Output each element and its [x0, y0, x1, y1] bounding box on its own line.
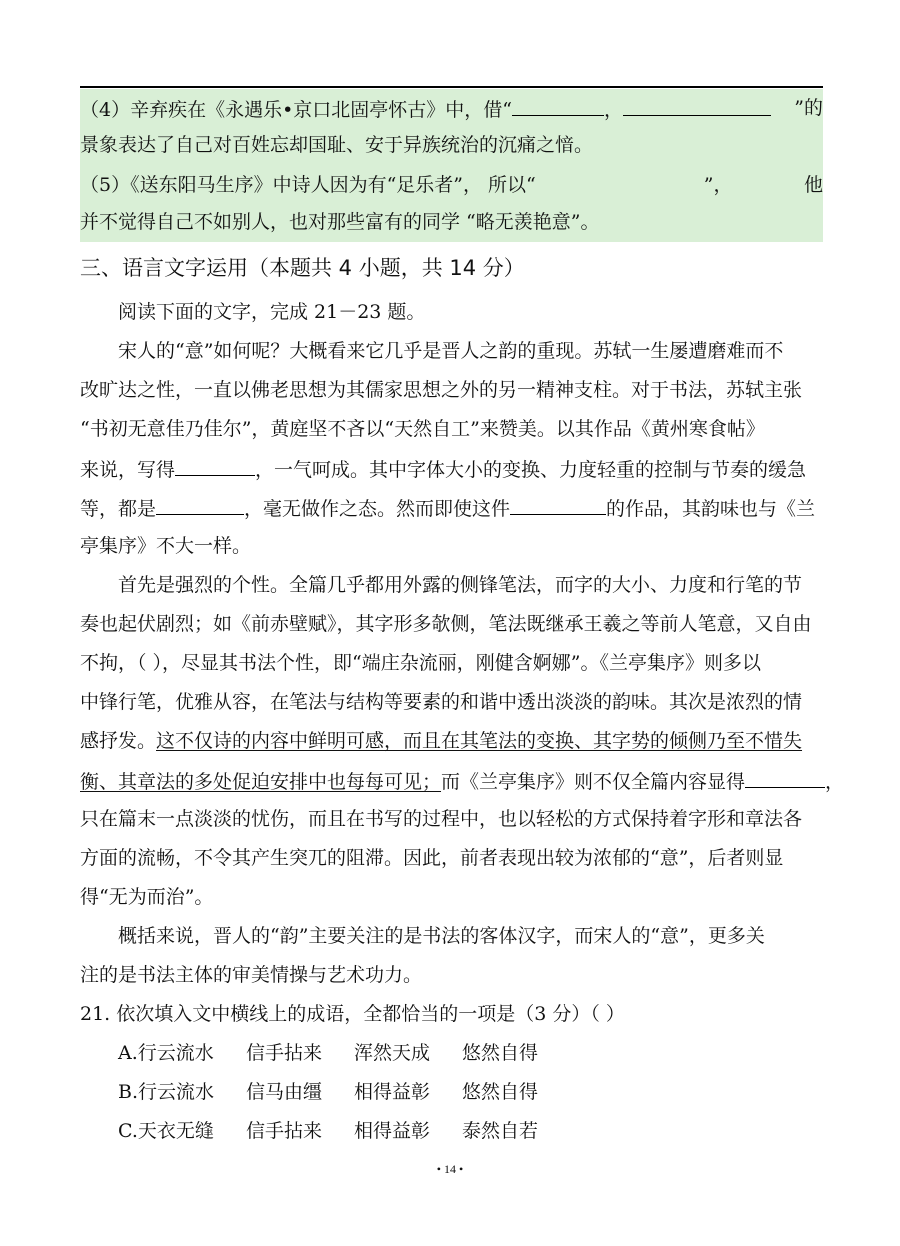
- option-item: 天衣无缝: [137, 1120, 214, 1142]
- option-item: 行云流水: [138, 1081, 215, 1103]
- p1-line-4: [80, 457, 823, 481]
- p2-line-1: 首先是强烈的个性。全篇几乎都用外露的侧锋笔法，而字的大小、力度和行笔的节: [118, 574, 803, 596]
- option-item: 泰然自若: [462, 1120, 539, 1142]
- q4-line-2: 景象表达了自己对百姓忘却国耻、安于异族统治的沉痛之愔。: [80, 134, 594, 156]
- option-item: 悠然自得: [462, 1042, 539, 1064]
- q5-line-2: 并不觉得自己不如别人，也对那些富有的同学 “略无羡艳意”。: [80, 211, 600, 233]
- p2-line-9: 得“无为而治”。: [80, 886, 214, 908]
- p2-line-5: [80, 730, 823, 752]
- q5-text-3: 他: [803, 174, 823, 196]
- p2-line-8: 方面的流畅，不令其产生突兀的阻滞。因此，前者表现出较为浓郁的“意”，后者则显: [80, 847, 784, 869]
- p1-line-1: 宋人的“意”如何呢？大概看来它几乎是晋人之韵的重现。苏轼一生屡遭磨难而不: [118, 340, 784, 362]
- p1-blank-1[interactable]: [175, 457, 255, 476]
- q4-text-1: （4）辛弃疾在《永遇乐•京口北固亭怀古》中，借“: [80, 99, 513, 121]
- p1-line-4-b: ，一气呵成。其中字体大小的变换、力度轻重的控制与节奏的缓急: [255, 459, 807, 481]
- p2-blank-1[interactable]: [745, 769, 825, 788]
- p2-line-4: 中锋行笔，优雅从容，在笔法与结构等要素的和谐中透出淡淡的韵味。其次是浓烈的情: [80, 691, 803, 713]
- q4-blank-1[interactable]: [512, 97, 604, 116]
- option-letter: C.: [118, 1120, 138, 1142]
- question-21-stem: 21. 依次填入文中横线上的成语，全都恰当的一项是（3 分）（ ）: [80, 1003, 625, 1025]
- p2-line-2: 奏也起伏剧烈；如《前赤壁赋》，其字形多欹侧，笔法既继承王羲之等前人笔意，又自由: [80, 613, 812, 635]
- option-item: 悠然自得: [462, 1081, 539, 1103]
- q5-text-1: （5）《送东阳马生序》中诗人因为有“足乐者”， 所以“: [80, 174, 536, 196]
- p1-line-5-b: ，毫无做作之态。然而即使这件: [244, 498, 511, 520]
- option-c[interactable]: [118, 1120, 552, 1142]
- option-item: 相得益彰: [354, 1120, 431, 1142]
- top-rule: [80, 86, 823, 88]
- instruction: 阅读下面的文字，完成 21－23 题。: [118, 301, 426, 323]
- p1-blank-3[interactable]: [510, 496, 606, 515]
- p2-line-3: 不拘，（ ），尽显其书法个性，即“端庄杂流丽，刚健含婀娜”。《兰亭集序》则多以: [80, 652, 761, 674]
- option-item: 信手拈来: [246, 1042, 323, 1064]
- option-b[interactable]: [118, 1081, 552, 1103]
- q5-text-2: ”，: [703, 174, 733, 196]
- p3-line-1: 概括来说，晋人的“韵”主要关注的是书法的客体汉字，而宋人的“意”，更多关: [118, 925, 765, 947]
- p2-line-6-b: 而《兰亭集序》则不仅全篇内容显得: [441, 771, 746, 793]
- p2-line-5-a: 感抒发。: [80, 730, 157, 752]
- q5-line-1: [80, 174, 823, 196]
- p1-blank-2[interactable]: [156, 496, 244, 515]
- page-number: • 14 •: [436, 1162, 464, 1176]
- option-item: 相得益彰: [354, 1081, 431, 1103]
- option-letter: A.: [118, 1042, 138, 1064]
- option-item: 信手拈来: [246, 1120, 323, 1142]
- p1-line-3: “书初无意佳乃佳尔”，黄庭坚不吝以“天然自工”来赞美。以其作品《黄州寒食帖》: [80, 418, 765, 440]
- section-heading: 三、语言文字运用（本题共 4 小题，共 14 分）: [80, 256, 525, 280]
- option-a[interactable]: [118, 1042, 552, 1064]
- q4-blank-2[interactable]: [623, 97, 771, 116]
- p1-line-5-c: 的作品，其韵味也与《兰: [606, 498, 816, 520]
- q4-text-3: ”的: [794, 97, 823, 119]
- p1-line-2: 改旷达之性，一直以佛老思想为其儒家思想之外的另一精神支柱。对于书法，苏轼主张: [80, 379, 803, 401]
- p1-line-5-a: 等，都是: [80, 498, 157, 520]
- option-item: 浑然天成: [354, 1042, 431, 1064]
- q4-line-1: [80, 97, 823, 121]
- p2-line-6-c: ，: [825, 771, 845, 793]
- p1-line-5: [80, 496, 823, 520]
- option-letter: B.: [118, 1081, 139, 1103]
- underlined-sentence-1: 这不仅诗的内容中鲜明可感，而且在其笔法的变换、其字势的倾侧乃至不惜失: [156, 730, 803, 752]
- p3-line-2: 注的是书法主体的审美情操与艺术功力。: [80, 964, 423, 986]
- option-item: 信马由缰: [246, 1081, 323, 1103]
- q4-text-2: ，: [604, 99, 624, 121]
- underlined-sentence-2: 衡、其章法的多处促迫安排中也每每可见；: [80, 771, 442, 793]
- p1-line-4-a: 来说，写得: [80, 459, 176, 481]
- p1-line-6: 亭集序》不大一样。: [80, 535, 252, 557]
- option-item: 行云流水: [137, 1042, 214, 1064]
- p2-line-6: [80, 769, 845, 793]
- p2-line-7: 只在篇末一点淡淡的忧伤，而且在书写的过程中，也以轻松的方式保持着字形和章法各: [80, 808, 803, 830]
